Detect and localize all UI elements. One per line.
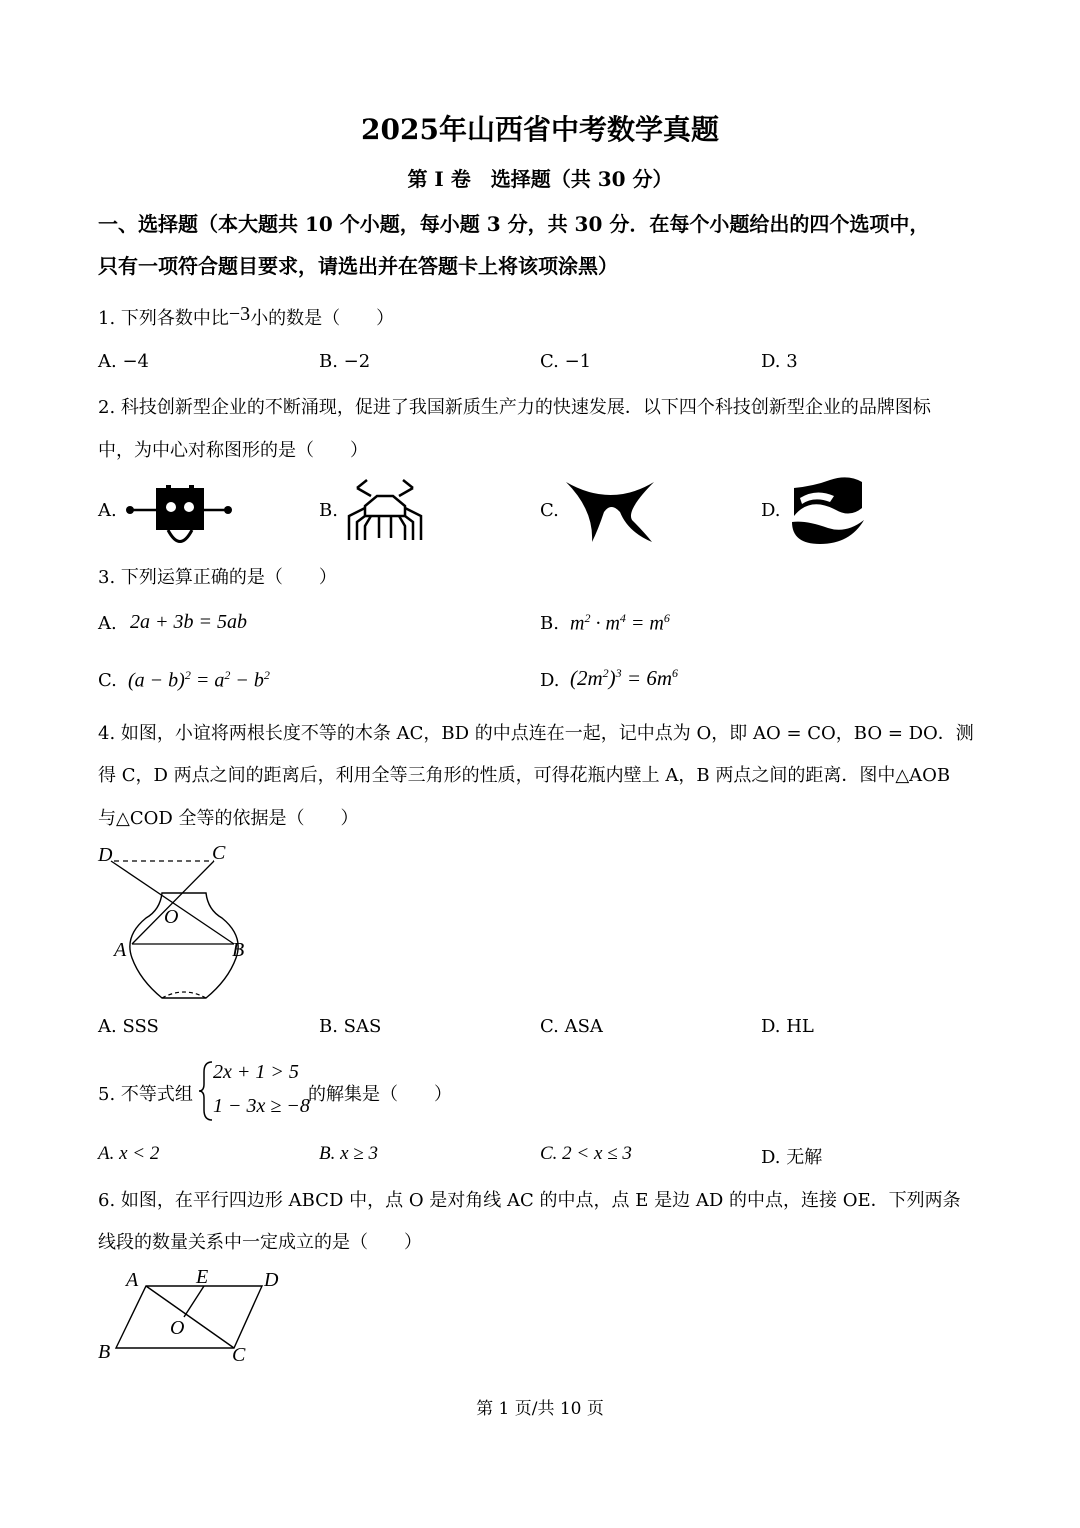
q1-option-b: B. −2: [319, 351, 371, 372]
q4-option-c: C. ASA: [540, 1016, 603, 1037]
para-label-a: A: [126, 1269, 139, 1291]
q3-c-rhs: − b: [230, 669, 264, 692]
question-1-number: −3: [228, 303, 251, 325]
q3-c-exp1: 2: [184, 668, 191, 682]
question-3: 3. 下列运算正确的是（ ）: [98, 567, 337, 588]
page-number: 第 1 页/共 10 页: [476, 1399, 604, 1419]
q3-option-d-label: D.: [540, 670, 560, 691]
q5-inequality-2: 1 − 3x ≥ −8: [213, 1095, 310, 1117]
system-brace: [198, 1060, 214, 1122]
q5-inequality-1: 2x + 1 > 5: [213, 1061, 299, 1083]
q3-c-mid: = a: [190, 669, 225, 692]
q3-b-base: m: [570, 612, 585, 635]
question-1-pre: 1. 下列各数中比: [98, 308, 229, 329]
q3-c-exp2: 2: [224, 668, 231, 682]
q3-d-exp3: 6: [672, 666, 679, 680]
vase-label-a: A: [114, 939, 127, 961]
q5-option-a: A. x < 2: [98, 1143, 160, 1164]
para-label-e: E: [196, 1266, 209, 1288]
q3-d-exp2: 3: [615, 666, 622, 680]
q5-option-d: D. 无解: [761, 1147, 823, 1168]
question-4-line3: 与△COD 全等的依据是（ ）: [98, 808, 359, 829]
question-6-line1: 6. 如图，在平行四边形 ABCD 中，点 O 是对角线 AC 的中点，点 E 是边 AD 的中点，连接 OE．下列两条: [98, 1190, 961, 1211]
q3-option-c-label: C.: [98, 670, 117, 691]
q3-b-exp1: 2: [584, 611, 591, 625]
question-2-line1: 2. 科技创新型企业的不断涌现，促进了我国新质生产力的快速发展．以下四个科技创新型企业的品牌图标: [98, 397, 931, 418]
q3-option-a: 2a + 3b = 5ab: [130, 611, 247, 633]
q3-option-b-label: B.: [540, 613, 559, 634]
q2-option-a-label: A.: [98, 500, 117, 521]
q3-b-exp3: 6: [663, 611, 670, 625]
question-1: [98, 304, 394, 330]
q3-d-exp1: 2: [602, 666, 609, 680]
q3-c-exp3: 2: [263, 668, 270, 682]
q3-option-c: [128, 668, 270, 693]
question-1-post: 小的数是（ ）: [250, 308, 395, 329]
q3-option-a-label: A.: [98, 613, 117, 634]
question-5-pre: 5. 不等式组: [98, 1084, 193, 1105]
vase-label-b: B: [232, 939, 245, 961]
q2-option-b-label: B.: [319, 500, 338, 521]
curved-triangle-logo-icon: [566, 480, 656, 542]
q4-option-b: B. SAS: [319, 1016, 382, 1037]
question-6-line2: 线段的数量关系中一定成立的是（ ）: [98, 1232, 422, 1253]
vase-label-d: D: [98, 844, 113, 866]
robot-logo-icon: [126, 485, 236, 547]
parallelogram-figure: [96, 1262, 296, 1368]
q3-c-lhs: (a − b): [128, 669, 185, 692]
vase-figure: [96, 840, 256, 1006]
q4-option-d: D. HL: [761, 1016, 814, 1037]
q4-option-a: A. SSS: [98, 1016, 159, 1037]
q1-option-a: A. −4: [98, 351, 149, 372]
q3-b-eq: = m: [625, 612, 664, 635]
q3-option-d: [570, 666, 678, 691]
vase-label-c: C: [212, 842, 226, 864]
para-label-d: D: [264, 1269, 279, 1291]
question-5-post: 的解集是（ ）: [308, 1084, 452, 1105]
swirl-logo-icon: [790, 474, 866, 546]
q2-option-d-label: D.: [761, 500, 781, 521]
page-subtitle: 第 I 卷 选择题（共 30 分）: [407, 167, 673, 191]
q2-option-c-label: C.: [540, 500, 559, 521]
q3-d-lhs: (2m: [570, 666, 603, 690]
section-heading-line2: 只有一项符合题目要求，请选出并在答题卡上将该项涂黑）: [98, 254, 618, 278]
q5-option-c: C. 2 < x ≤ 3: [540, 1143, 632, 1164]
para-label-o: O: [170, 1317, 185, 1339]
page-title: 2025年山西省中考数学真题: [361, 113, 719, 146]
question-4-line1: 4. 如图，小谊将两根长度不等的木条 AC，BD 的中点连在一起，记中点为 O，即 AO = CO，BO = DO．测: [98, 723, 974, 744]
section-heading-line1: 一、选择题（本大题共 10 个小题，每小题 3 分，共 30 分．在每个小题给出的四个选项中，: [98, 212, 930, 236]
q3-d-rhs: = 6m: [621, 666, 673, 690]
q3-option-b: [570, 611, 670, 636]
q3-b-exp2: 4: [619, 611, 626, 625]
q5-option-b: B. x ≥ 3: [319, 1143, 378, 1164]
para-label-b: B: [98, 1341, 111, 1363]
q1-option-c: C. −1: [540, 351, 592, 372]
crab-logo-icon: [345, 478, 425, 544]
question-4-line2: 得 C，D 两点之间的距离后，利用全等三角形的性质，可得花瓶内壁上 A，B 两点之间的距离．图中△AOB: [98, 765, 951, 786]
para-label-c: C: [232, 1344, 246, 1366]
q3-d-close: ): [608, 666, 616, 690]
vase-label-o: O: [164, 906, 179, 928]
question-2-line2: 中，为中心对称图形的是（ ）: [98, 440, 368, 461]
q1-option-d: D. 3: [761, 351, 798, 372]
q3-b-dot: · m: [590, 612, 620, 635]
